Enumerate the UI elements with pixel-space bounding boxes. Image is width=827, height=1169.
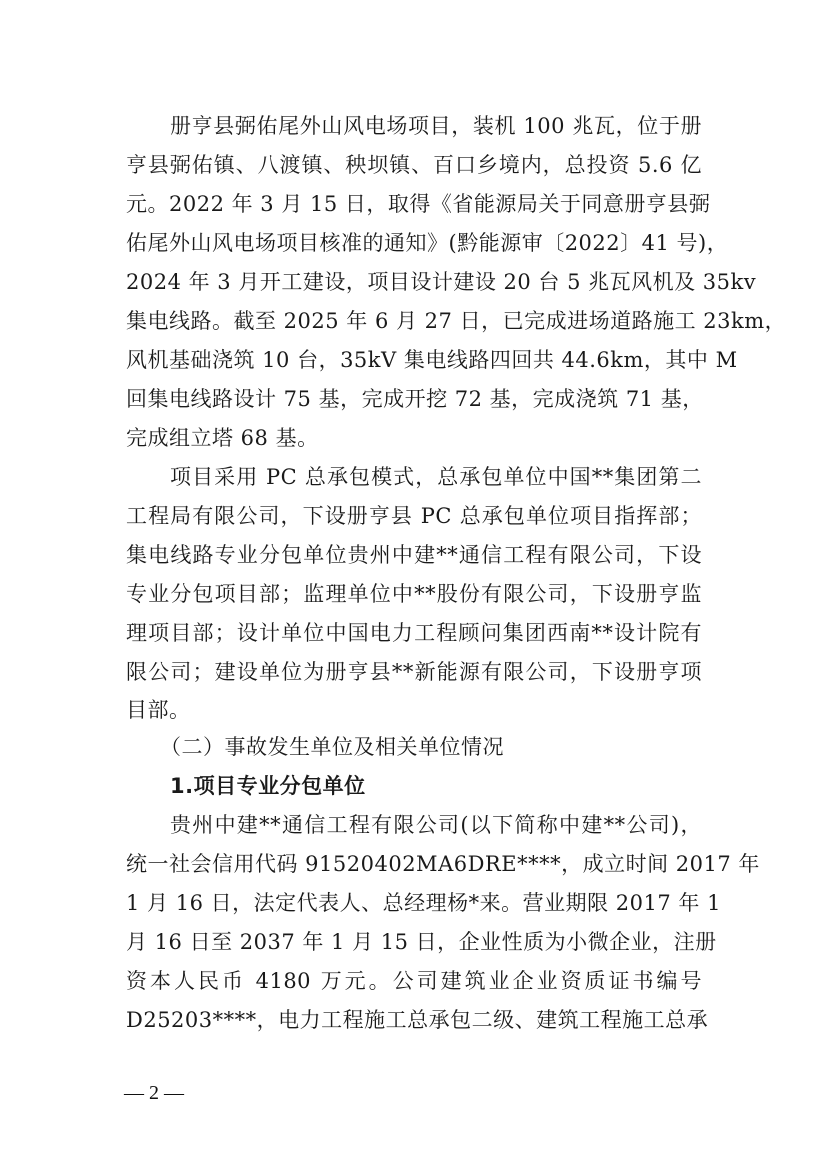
section-heading: （二）事故发生单位及相关单位情况 — [160, 735, 504, 759]
text-line: 目部。 — [126, 698, 191, 722]
text-line: 元。2022 年 3 月 15 日，取得《省能源局关于同意册亨县弼 — [126, 192, 711, 216]
text-line: 理项目部；设计单位中国电力工程顾问集团西南**设计院有 — [126, 621, 702, 645]
text-line: 工程局有限公司，下设册亨县 PC 总承包单位项目指挥部； — [126, 504, 702, 528]
text-line: 风机基础浇筑 10 台，35kV 集电线路四回共 44.6km，其中 M — [126, 348, 738, 372]
paragraph-project-overview — [126, 107, 787, 458]
text-line: 册亨县弼佑尾外山风电场项目，装机 100 兆瓦，位于册 — [170, 114, 702, 138]
text-line: 完成组立塔 68 基。 — [126, 426, 319, 450]
paragraph-subcontractor-info — [126, 806, 760, 1040]
document-page — [126, 107, 787, 1040]
paragraph-contract-model — [126, 458, 702, 728]
text-line: 统一社会信用代码 91520402MA6DRE****，成立时间 2017 年 — [126, 852, 760, 876]
text-line: 专业分包项目部；监理单位中**股份有限公司，下设册亨监 — [126, 582, 702, 606]
text-line: 回集电线路设计 75 基，完成开挖 72 基，完成浇筑 71 基， — [126, 387, 704, 411]
text-line: 集电线路。截至 2025 年 6 月 27 日，已完成进场道路施工 23km， — [126, 309, 787, 333]
text-line: 1 月 16 日，法定代表人、总经理杨*来。营业期限 2017 年 1 — [126, 891, 721, 915]
section-heading-units — [126, 728, 702, 767]
text-line: 限公司；建设单位为册亨县**新能源有限公司，下设册亨项 — [126, 660, 702, 684]
text-line: D25203****，电力工程施工总承包二级、建筑工程施工总承 — [126, 1008, 709, 1032]
text-line: 资本人民币 4180 万元。公司建筑业企业资质证书编号 — [126, 969, 702, 993]
text-line: 佑尾外山风电场项目核准的通知》(黔能源审〔2022〕41 号)， — [126, 231, 729, 255]
text-line: 亨县弼佑镇、八渡镇、秧坝镇、百口乡境内，总投资 5.6 亿 — [126, 153, 702, 177]
text-line: 集电线路专业分包单位贵州中建**通信工程有限公司，下设 — [126, 543, 702, 567]
text-line: 2024 年 3 月开工建设，项目设计建设 20 台 5 兆瓦风机及 35kv — [126, 270, 757, 294]
subsection-heading-subcontractor — [126, 767, 702, 806]
text-line: 贵州中建**通信工程有限公司(以下简称中建**公司)， — [170, 813, 702, 837]
text-line: 月 16 日至 2037 年 1 月 15 日，企业性质为小微企业，注册 — [126, 930, 717, 954]
subsection-heading: 1.项目专业分包单位 — [170, 774, 366, 798]
text-line: 项目采用 PC 总承包模式，总承包单位中国**集团第二 — [170, 465, 702, 489]
page-number: — 2 — — [124, 1082, 184, 1104]
